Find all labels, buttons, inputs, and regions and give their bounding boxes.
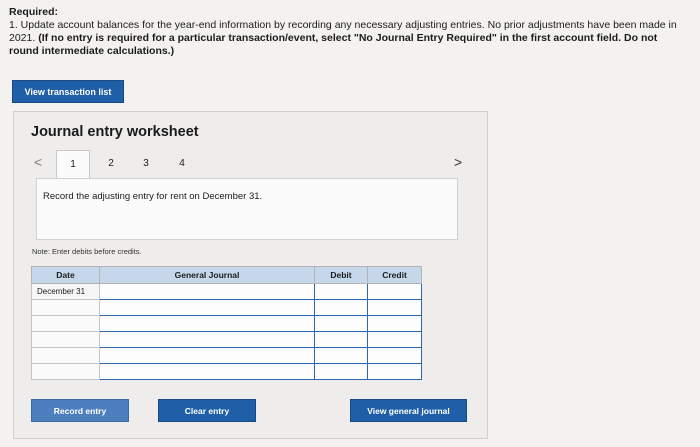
account-input[interactable] bbox=[100, 284, 315, 300]
record-entry-button[interactable]: Record entry bbox=[31, 399, 129, 422]
credit-input[interactable] bbox=[368, 364, 422, 380]
debit-input[interactable] bbox=[315, 300, 368, 316]
chevron-left-icon[interactable]: < bbox=[34, 154, 43, 170]
table-row bbox=[32, 300, 422, 316]
tab-3[interactable]: 3 bbox=[143, 157, 149, 169]
requirement-emphasis: (If no entry is required for a particular transaction/event, select "No Journal Entry Required" in the first account field. Do not round intermediate calculations.) bbox=[9, 32, 658, 57]
account-input[interactable] bbox=[100, 348, 315, 364]
debit-input[interactable] bbox=[315, 316, 368, 332]
table-row bbox=[32, 316, 422, 332]
table-row bbox=[32, 284, 422, 300]
credit-input[interactable] bbox=[368, 300, 422, 316]
entry-instruction-panel bbox=[36, 178, 458, 240]
header-general-journal: General Journal bbox=[100, 267, 315, 284]
tab-1[interactable]: 1 bbox=[56, 150, 90, 178]
table-row bbox=[32, 364, 422, 380]
general-journal-table bbox=[31, 266, 422, 380]
credit-input[interactable] bbox=[368, 284, 422, 300]
debit-input[interactable] bbox=[315, 284, 368, 300]
view-transaction-list-button[interactable]: View transaction list bbox=[12, 80, 124, 103]
chevron-right-icon[interactable]: > bbox=[454, 154, 463, 170]
date-cell bbox=[32, 364, 100, 380]
table-row bbox=[32, 332, 422, 348]
clear-entry-button[interactable]: Clear entry bbox=[158, 399, 256, 422]
worksheet-title: Journal entry worksheet bbox=[31, 124, 199, 140]
account-input[interactable] bbox=[100, 300, 315, 316]
date-cell bbox=[32, 316, 100, 332]
table-row bbox=[32, 348, 422, 364]
requirement-text bbox=[9, 6, 689, 58]
header-credit: Credit bbox=[368, 267, 422, 284]
worksheet-tabs bbox=[34, 150, 474, 176]
tab-2[interactable]: 2 bbox=[108, 157, 114, 169]
date-cell bbox=[32, 332, 100, 348]
date-cell[interactable]: December 31 bbox=[32, 284, 100, 300]
entry-instruction: Record the adjusting entry for rent on December 31. bbox=[43, 191, 263, 202]
account-input[interactable] bbox=[100, 316, 315, 332]
view-general-journal-button[interactable]: View general journal bbox=[350, 399, 467, 422]
note-text: Note: Enter debits before credits. bbox=[32, 247, 142, 256]
account-input[interactable] bbox=[100, 364, 315, 380]
date-cell bbox=[32, 300, 100, 316]
requirement-instruction: 1. Update account balances for the year-end information by recording any necessary adjusting entries. No prior adjustments have been made in 2021. bbox=[9, 19, 677, 44]
debit-input[interactable] bbox=[315, 332, 368, 348]
credit-input[interactable] bbox=[368, 316, 422, 332]
required-label: Required: bbox=[9, 6, 59, 18]
header-date: Date bbox=[32, 267, 100, 284]
journal-entry-worksheet bbox=[13, 111, 488, 439]
tab-4[interactable]: 4 bbox=[179, 157, 185, 169]
debit-input[interactable] bbox=[315, 364, 368, 380]
credit-input[interactable] bbox=[368, 332, 422, 348]
debit-input[interactable] bbox=[315, 348, 368, 364]
account-input[interactable] bbox=[100, 332, 315, 348]
date-cell bbox=[32, 348, 100, 364]
credit-input[interactable] bbox=[368, 348, 422, 364]
header-debit: Debit bbox=[315, 267, 368, 284]
